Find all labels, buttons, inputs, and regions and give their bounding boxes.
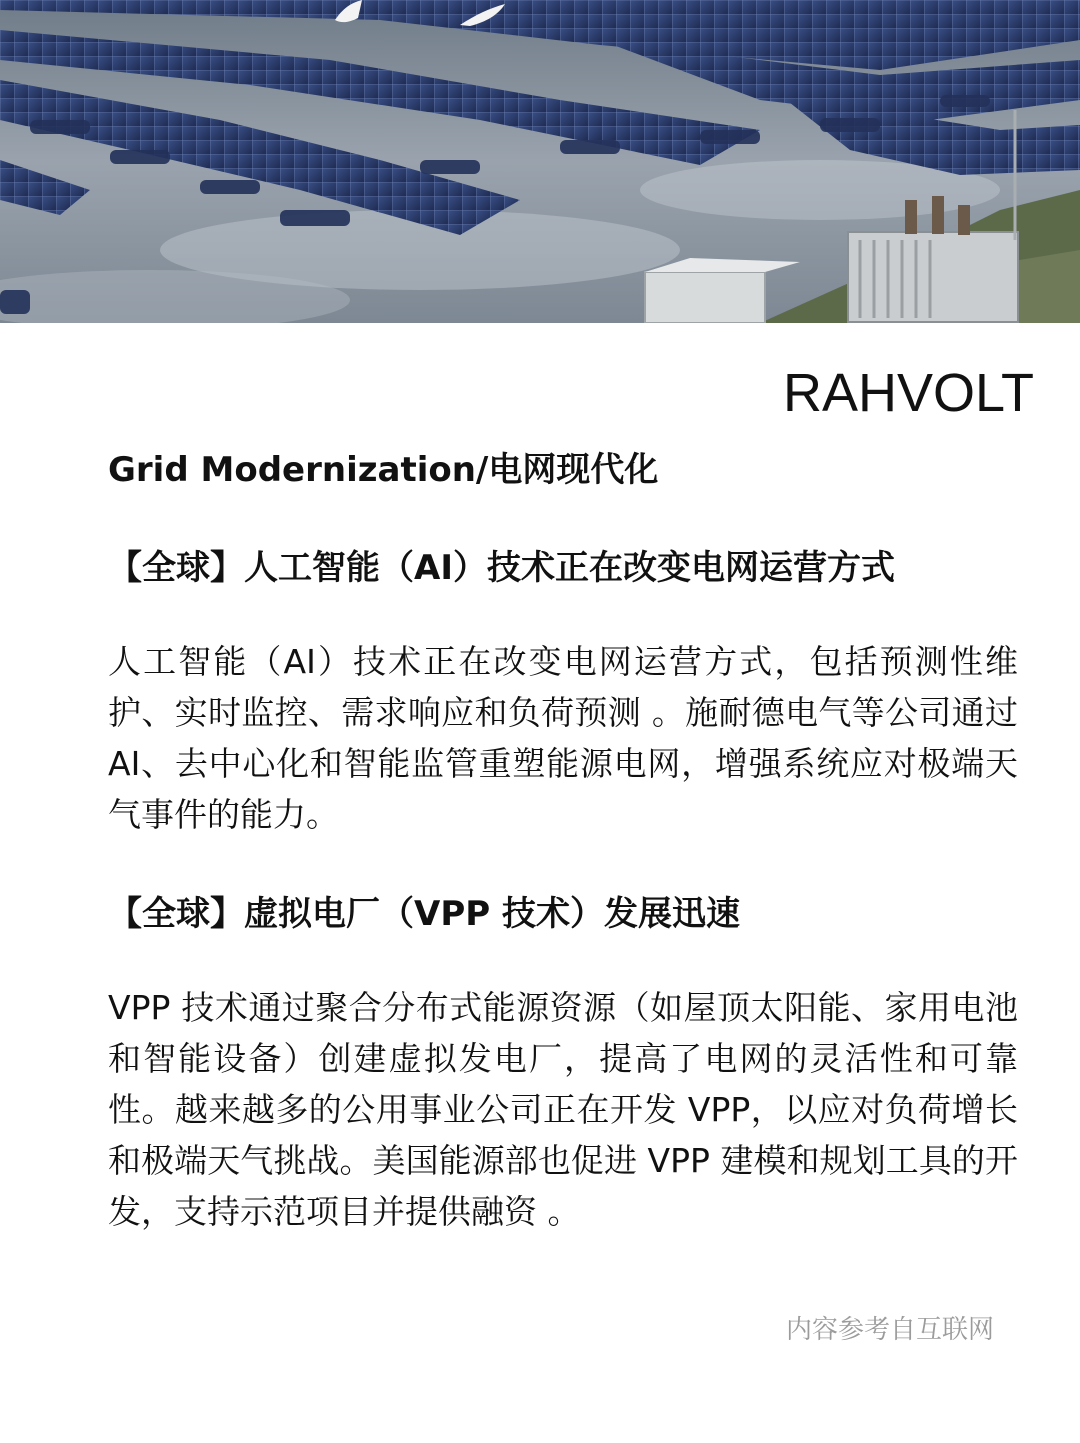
article-body: 人工智能（AI）技术正在改变电网运营方式，包括预测性维护、实时监控、需求响应和负荷预测 。施耐德电气等公司通过 AI、去中心化和智能监管重塑能源电网，增强系统应对极端天气事件的能力。 <box>108 642 1018 834</box>
floating-solar-farm-photo <box>0 0 1080 323</box>
hero-image <box>0 0 1080 323</box>
article-body: VPP 技术通过聚合分布式能源资源（如屋顶太阳能、家用电池和智能设备）创建虚拟发电厂，提高了电网的灵活性和可靠性。越来越多的公用事业公司正在开发 VPP，以应对负荷增长和极端天气挑战。美国能源部也促进 VPP 建模和规划工具的开发，支持示范项目并提供融资 。 <box>108 988 1018 1231</box>
brand-logo: RAHVOLT <box>782 363 1034 423</box>
source-note: 内容参考自互联网 <box>785 1315 994 1345</box>
article-content <box>108 440 1018 1283</box>
category-title: Grid Modernization/电网现代化 <box>108 450 659 490</box>
article-heading: 【全球】虚拟电厂（VPP 技术）发展迅速 <box>108 894 740 934</box>
article-heading: 【全球】人工智能（AI）技术正在改变电网运营方式 <box>108 548 895 588</box>
